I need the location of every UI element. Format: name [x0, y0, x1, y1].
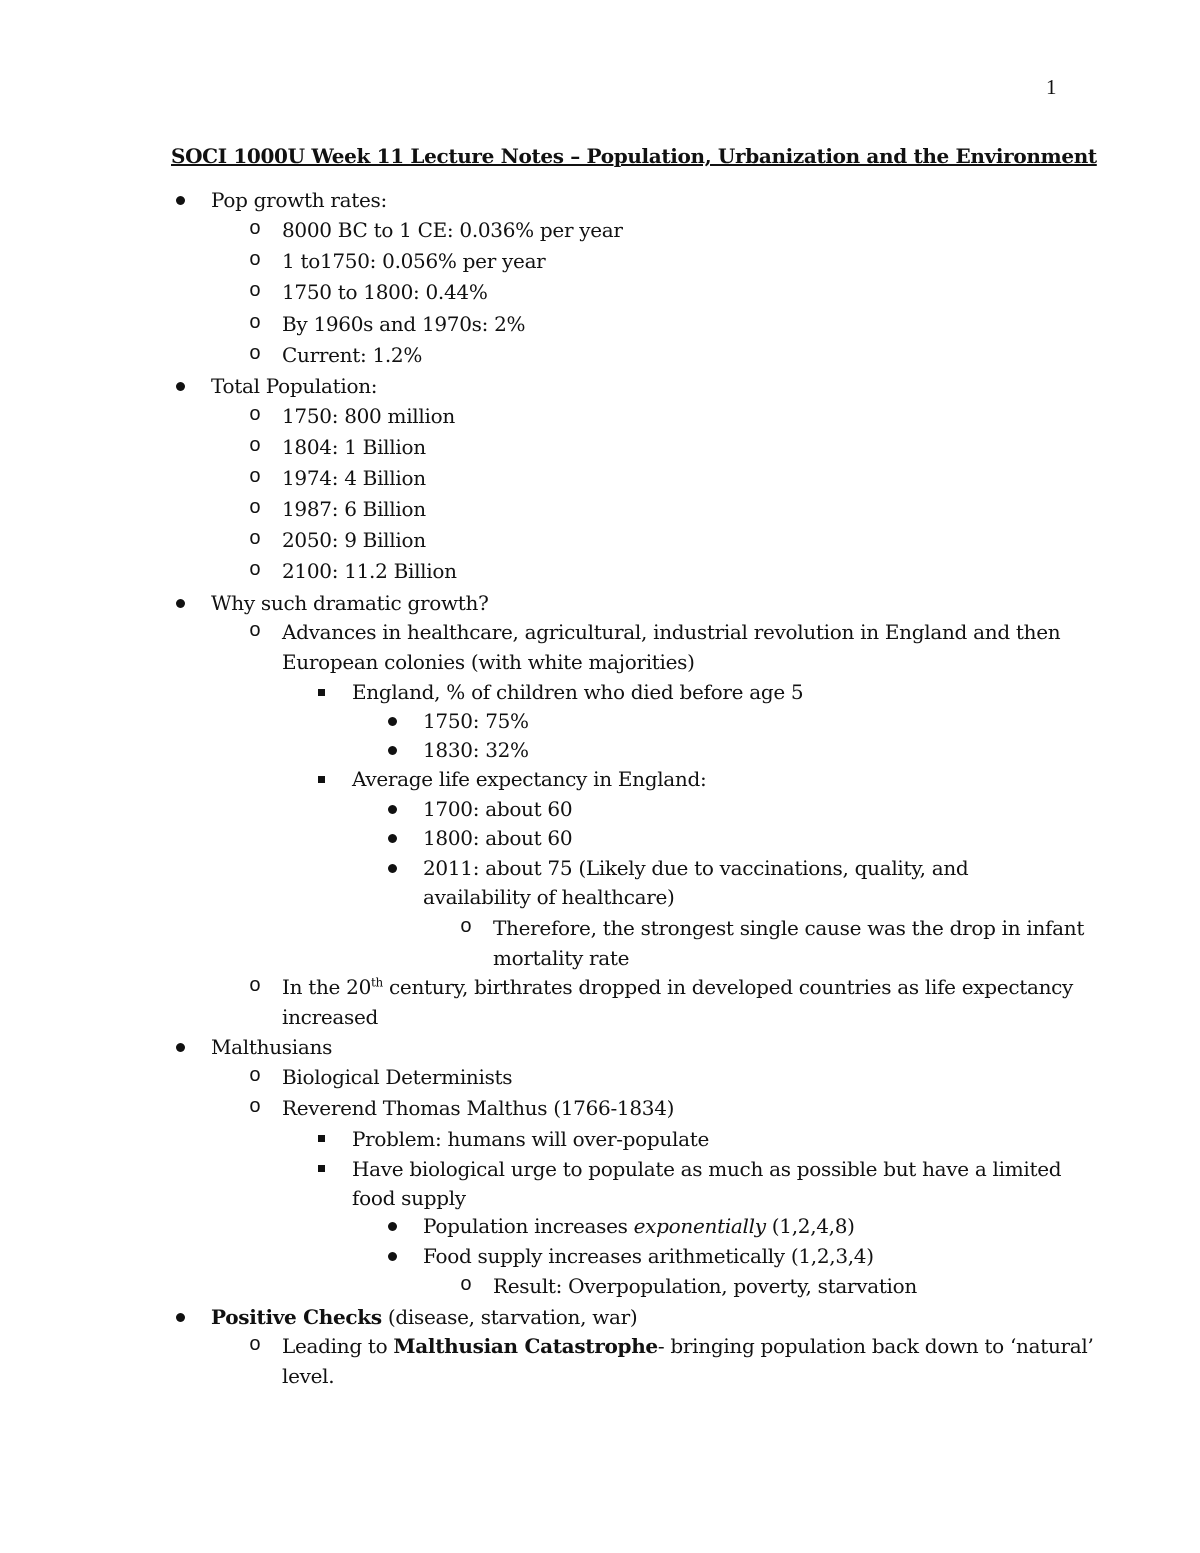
positive-checks-bold: Positive Checks: [211, 1305, 382, 1329]
century-text-continued: increased: [282, 1005, 379, 1029]
disc-bullet-icon: [388, 864, 397, 873]
circle-bullet-icon: o: [249, 343, 262, 366]
life-expectancy-item: 1800: about 60: [423, 826, 573, 850]
circle-bullet-icon: o: [249, 620, 262, 643]
pop-growth-item: 1750 to 1800: 0.44%: [282, 280, 488, 304]
disc-bullet-icon: [388, 805, 397, 814]
leading-text: [282, 1331, 1094, 1361]
circle-bullet-icon: o: [249, 218, 262, 241]
malthusian-catastrophe-term: Malthusian Catastrophe: [393, 1334, 658, 1358]
total-population-item: 1987: 6 Billion: [282, 497, 426, 521]
circle-bullet-icon: o: [249, 1065, 262, 1088]
pop-growth-item: Current: 1.2%: [282, 343, 423, 367]
square-bullet-icon: [318, 776, 325, 783]
leading-text-continued: level.: [282, 1364, 335, 1388]
total-population-item: 2100: 11.2 Billion: [282, 559, 457, 583]
document-title: SOCI 1000U Week 11 Lecture Notes – Population, Urbanization and the Environment: [171, 144, 1097, 168]
population-increase-post: (1,2,4,8): [765, 1214, 855, 1238]
circle-bullet-icon: o: [460, 916, 473, 939]
page-number: 1: [1046, 75, 1057, 99]
circle-bullet-icon: o: [249, 497, 262, 520]
disc-bullet-icon: [176, 382, 185, 391]
disc-bullet-icon: [176, 1313, 185, 1322]
disc-bullet-icon: [388, 746, 397, 755]
malthusians-item: Reverend Thomas Malthus (1766-1834): [282, 1096, 675, 1120]
circle-bullet-icon: o: [249, 975, 262, 998]
life-expectancy-item: 2011: about 75 (Likely due to vaccinations, quality, and: [423, 856, 969, 880]
malthus-point: Have biological urge to populate as much as possible but have a limited: [352, 1157, 1062, 1181]
square-bullet-icon: [318, 689, 325, 696]
children-death-item: 1750: 75%: [423, 709, 529, 733]
circle-bullet-icon: o: [249, 1334, 262, 1357]
life-expectancy-item: 1700: about 60: [423, 797, 573, 821]
circle-bullet-icon: o: [249, 404, 262, 427]
total-population-item: 2050: 9 Billion: [282, 528, 426, 552]
disc-bullet-icon: [388, 834, 397, 843]
malthus-point-continued: food supply: [352, 1186, 466, 1210]
disc-bullet-icon: [388, 1222, 397, 1231]
circle-bullet-icon: o: [249, 280, 262, 303]
leading-text-post: - bringing population back down to ‘natural’: [657, 1334, 1094, 1358]
disc-bullet-icon: [388, 1252, 397, 1261]
pop-growth-heading: Pop growth rates:: [211, 188, 387, 212]
children-death-item: 1830: 32%: [423, 738, 529, 762]
children-death-heading: England, % of children who died before age 5: [352, 680, 804, 704]
pop-growth-item: 1 to1750: 0.056% per year: [282, 249, 546, 273]
leading-text-pre: Leading to: [282, 1334, 394, 1358]
pop-growth-item: 8000 BC to 1 CE: 0.036% per year: [282, 218, 623, 242]
disc-bullet-icon: [176, 599, 185, 608]
advances-text: Advances in healthcare, agricultural, industrial revolution in England and then: [282, 620, 1061, 644]
growth-why-heading: Why such dramatic growth?: [211, 591, 489, 615]
square-bullet-icon: [318, 1135, 325, 1142]
population-increase-text: [423, 1211, 855, 1241]
malthusians-heading: Malthusians: [211, 1035, 333, 1059]
circle-bullet-icon: o: [249, 312, 262, 335]
malthus-point: Problem: humans will over-populate: [352, 1127, 709, 1151]
population-increase-pre: Population increases: [423, 1214, 634, 1238]
disc-bullet-icon: [176, 196, 185, 205]
food-supply-text: Food supply increases arithmetically (1,2,3,4): [423, 1244, 874, 1268]
result-text: Result: Overpopulation, poverty, starvation: [493, 1274, 917, 1298]
therefore-text: Therefore, the strongest single cause was the drop in infant: [493, 916, 1085, 940]
square-bullet-icon: [318, 1165, 325, 1172]
advances-text-continued: European colonies (with white majorities): [282, 650, 695, 674]
century-superscript: th: [371, 975, 383, 990]
life-expectancy-item-continued: availability of healthcare): [423, 885, 675, 909]
circle-bullet-icon: o: [249, 1096, 262, 1119]
therefore-text-continued: mortality rate: [493, 946, 630, 970]
malthusians-item: Biological Determinists: [282, 1065, 513, 1089]
circle-bullet-icon: o: [249, 466, 262, 489]
positive-checks-heading: [211, 1302, 637, 1332]
total-population-item: 1750: 800 million: [282, 404, 455, 428]
circle-bullet-icon: o: [460, 1274, 473, 1297]
circle-bullet-icon: o: [249, 559, 262, 582]
total-population-item: 1974: 4 Billion: [282, 466, 426, 490]
positive-checks-rest: (disease, starvation, war): [381, 1305, 638, 1329]
circle-bullet-icon: o: [249, 435, 262, 458]
disc-bullet-icon: [388, 717, 397, 726]
total-population-heading: Total Population:: [211, 374, 378, 398]
total-population-item: 1804: 1 Billion: [282, 435, 426, 459]
circle-bullet-icon: o: [249, 528, 262, 551]
disc-bullet-icon: [176, 1043, 185, 1052]
circle-bullet-icon: o: [249, 249, 262, 272]
pop-growth-item: By 1960s and 1970s: 2%: [282, 312, 526, 336]
century-text-post: century, birthrates dropped in developed countries as life expectancy: [382, 975, 1074, 999]
century-text: [282, 972, 1073, 1002]
population-increase-emphasis: exponentially: [633, 1214, 766, 1238]
century-text-pre: In the 20: [282, 975, 371, 999]
life-expectancy-heading: Average life expectancy in England:: [352, 767, 707, 791]
